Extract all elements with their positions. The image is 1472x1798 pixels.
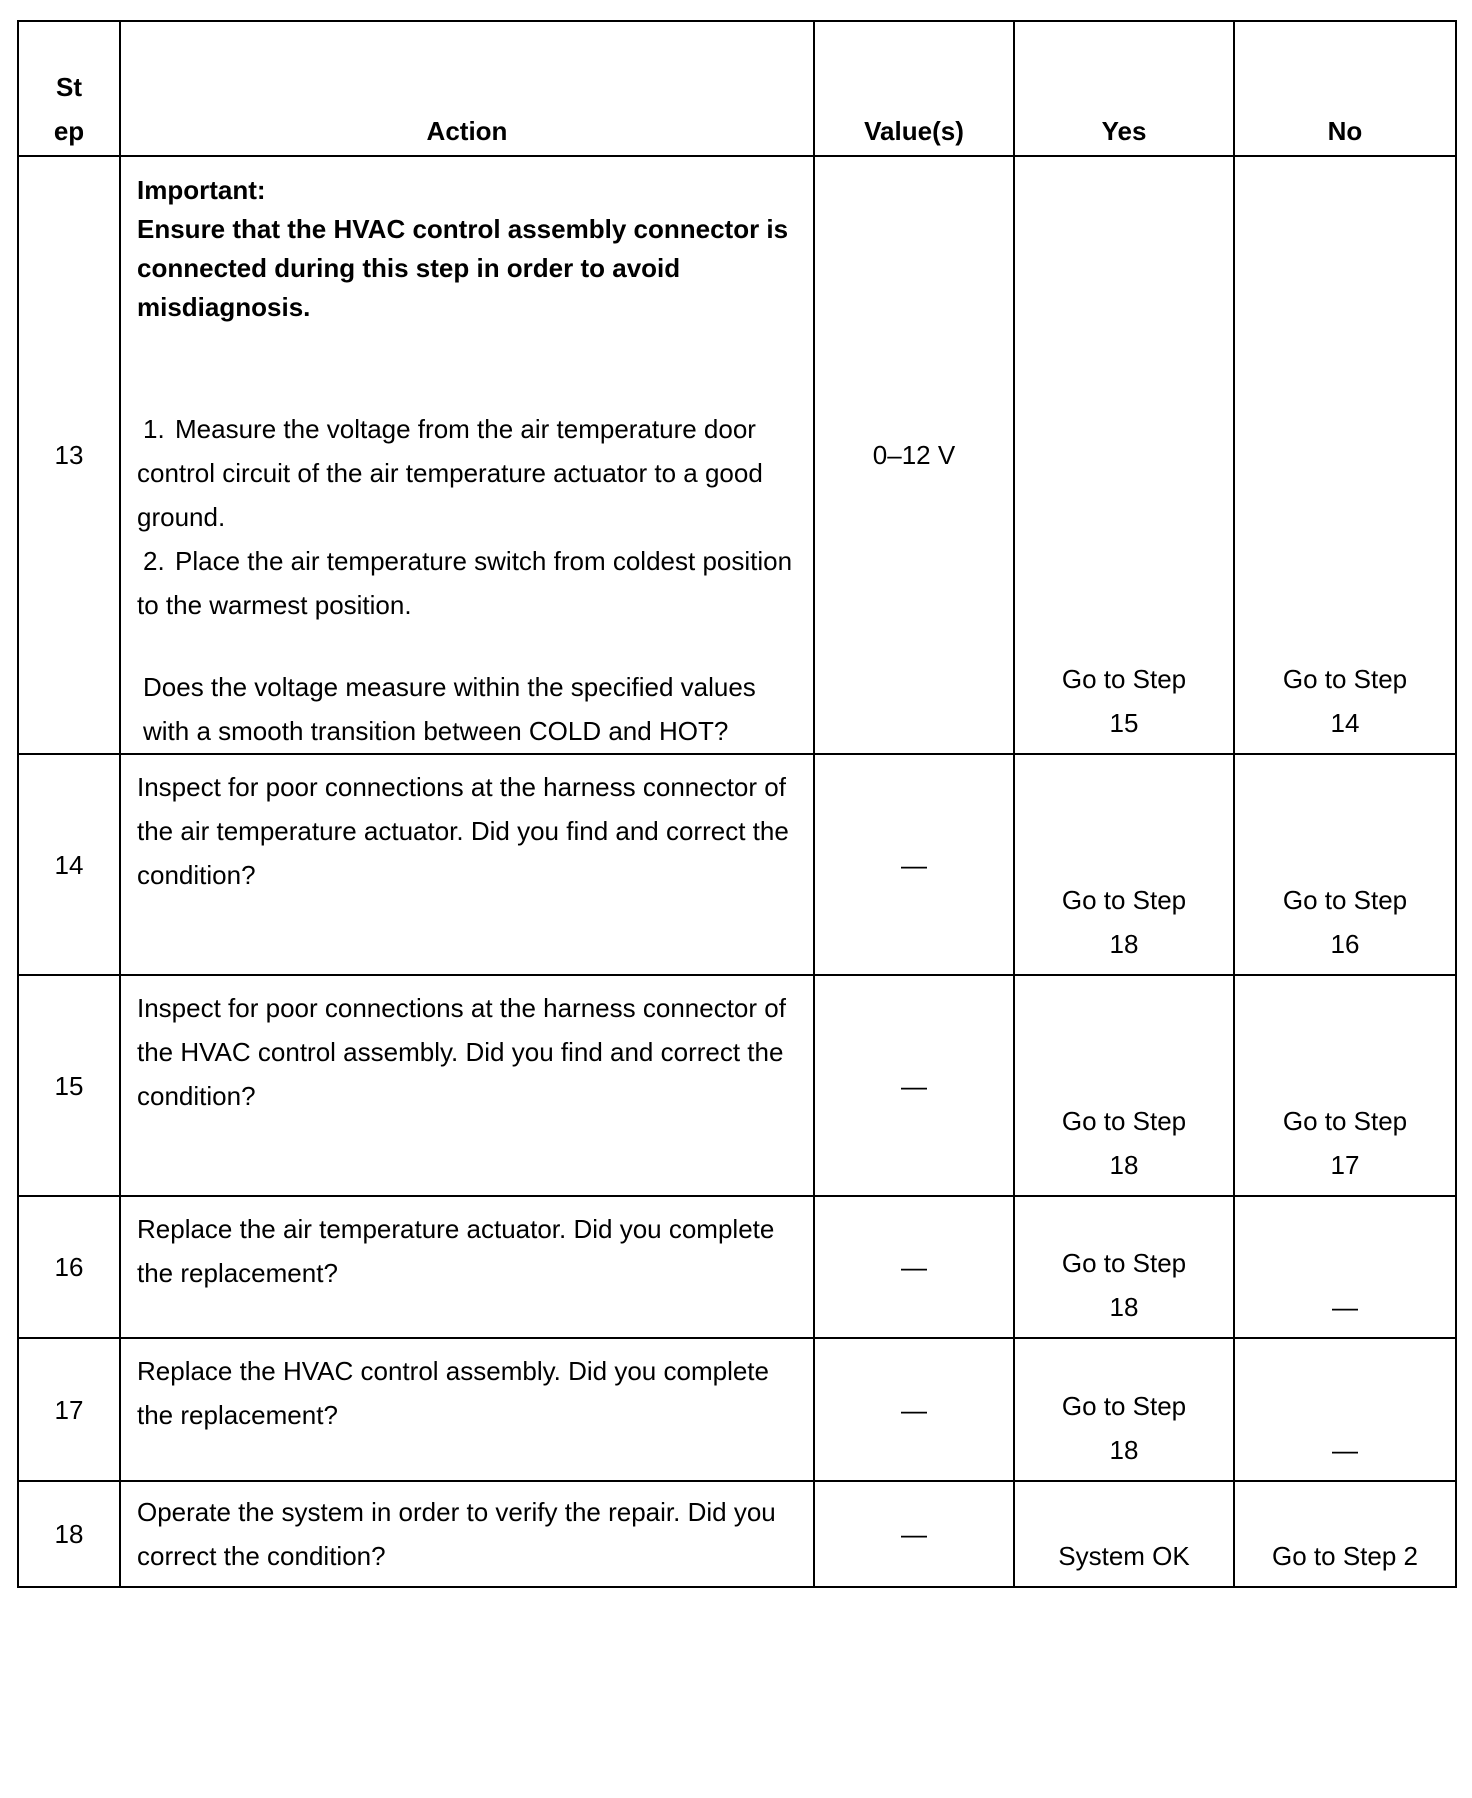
action-cell: Replace the HVAC control assembly. Did you complete the replacement? <box>120 1338 814 1481</box>
value-cell: — <box>814 754 1014 975</box>
instruction-number: 2. <box>143 546 165 576</box>
table-row <box>18 754 1456 975</box>
no-cell <box>1234 975 1456 1196</box>
yes-line2: 18 <box>1109 1292 1139 1322</box>
no-cell <box>1234 156 1456 754</box>
yes-cell <box>1014 754 1234 975</box>
header-yes: Yes <box>1014 21 1234 156</box>
instruction-text: Place the air temperature switch from coldest position to the warmest position. <box>137 546 793 620</box>
value-cell: — <box>814 1196 1014 1338</box>
yes-line1: Go to Step <box>1061 1106 1187 1136</box>
header-no: No <box>1234 21 1456 156</box>
yes-cell <box>1014 975 1234 1196</box>
header-step <box>18 21 120 156</box>
yes-line2: 15 <box>1109 708 1139 738</box>
action-cell: Replace the air temperature actuator. Did you complete the replacement? <box>120 1196 814 1338</box>
step-number: 13 <box>18 156 120 754</box>
yes-cell: System OK <box>1014 1481 1234 1587</box>
table-row <box>18 1481 1456 1587</box>
step-number: 17 <box>18 1338 120 1481</box>
step-instruction-1 <box>137 407 803 539</box>
yes-line1: Go to Step <box>1061 664 1187 694</box>
table-row <box>18 975 1456 1196</box>
no-line2: 17 <box>1330 1150 1360 1180</box>
header-action: Action <box>120 21 814 156</box>
yes-cell <box>1014 156 1234 754</box>
value-cell: — <box>814 1481 1014 1587</box>
no-cell <box>1234 754 1456 975</box>
table-row <box>18 1196 1456 1338</box>
question-text: Does the voltage measure within the specified values with a smooth transition between COLD and HOT? <box>143 672 756 746</box>
action-cell: Operate the system in order to verify the repair. Did you correct the condition? <box>120 1481 814 1587</box>
no-line1: Go to Step <box>1282 664 1408 694</box>
yes-line1: Go to Step <box>1061 1391 1187 1421</box>
yes-cell <box>1014 1196 1234 1338</box>
action-cell: Inspect for poor connections at the harness connector of the air temperature actuator. Did you find and correct the condition? <box>120 754 814 975</box>
step-instruction-2 <box>137 539 803 627</box>
yes-cell <box>1014 1338 1234 1481</box>
value-cell: 0–12 V <box>814 156 1014 754</box>
diagnostic-table <box>17 20 1457 1588</box>
table-row <box>18 156 1456 754</box>
yes-line2: 18 <box>1109 1435 1139 1465</box>
step-number: 15 <box>18 975 120 1196</box>
yes-line1: Go to Step <box>1061 1248 1187 1278</box>
action-cell <box>120 156 814 754</box>
no-line1: Go to Step <box>1282 1106 1408 1136</box>
table-row <box>18 1338 1456 1481</box>
no-line2: 14 <box>1330 708 1360 738</box>
no-cell: Go to Step 2 <box>1234 1481 1456 1587</box>
action-cell: Inspect for poor connections at the harness connector of the HVAC control assembly. Did you find and correct the condition? <box>120 975 814 1196</box>
value-cell: — <box>814 1338 1014 1481</box>
no-line2: 16 <box>1330 929 1360 959</box>
no-cell: — <box>1234 1338 1456 1481</box>
value-cell: — <box>814 975 1014 1196</box>
header-step-line2: ep <box>53 116 85 146</box>
header-row <box>18 21 1456 156</box>
header-values: Value(s) <box>814 21 1014 156</box>
no-cell: — <box>1234 1196 1456 1338</box>
step-number: 18 <box>18 1481 120 1587</box>
no-line1: Go to Step <box>1282 885 1408 915</box>
header-step-line1: St <box>56 72 82 102</box>
yes-line2: 18 <box>1109 929 1139 959</box>
instruction-text: Measure the voltage from the air temperature door control circuit of the air temperature actuator to a good ground. <box>137 414 763 532</box>
step-number: 16 <box>18 1196 120 1338</box>
important-label: Important: <box>137 175 266 205</box>
yes-line2: 18 <box>1109 1150 1139 1180</box>
instruction-number: 1. <box>143 414 165 444</box>
important-text: Ensure that the HVAC control assembly connector is connected during this step in order to avoid misdiagnosis. <box>137 214 789 322</box>
step-number: 14 <box>18 754 120 975</box>
yes-line1: Go to Step <box>1061 885 1187 915</box>
